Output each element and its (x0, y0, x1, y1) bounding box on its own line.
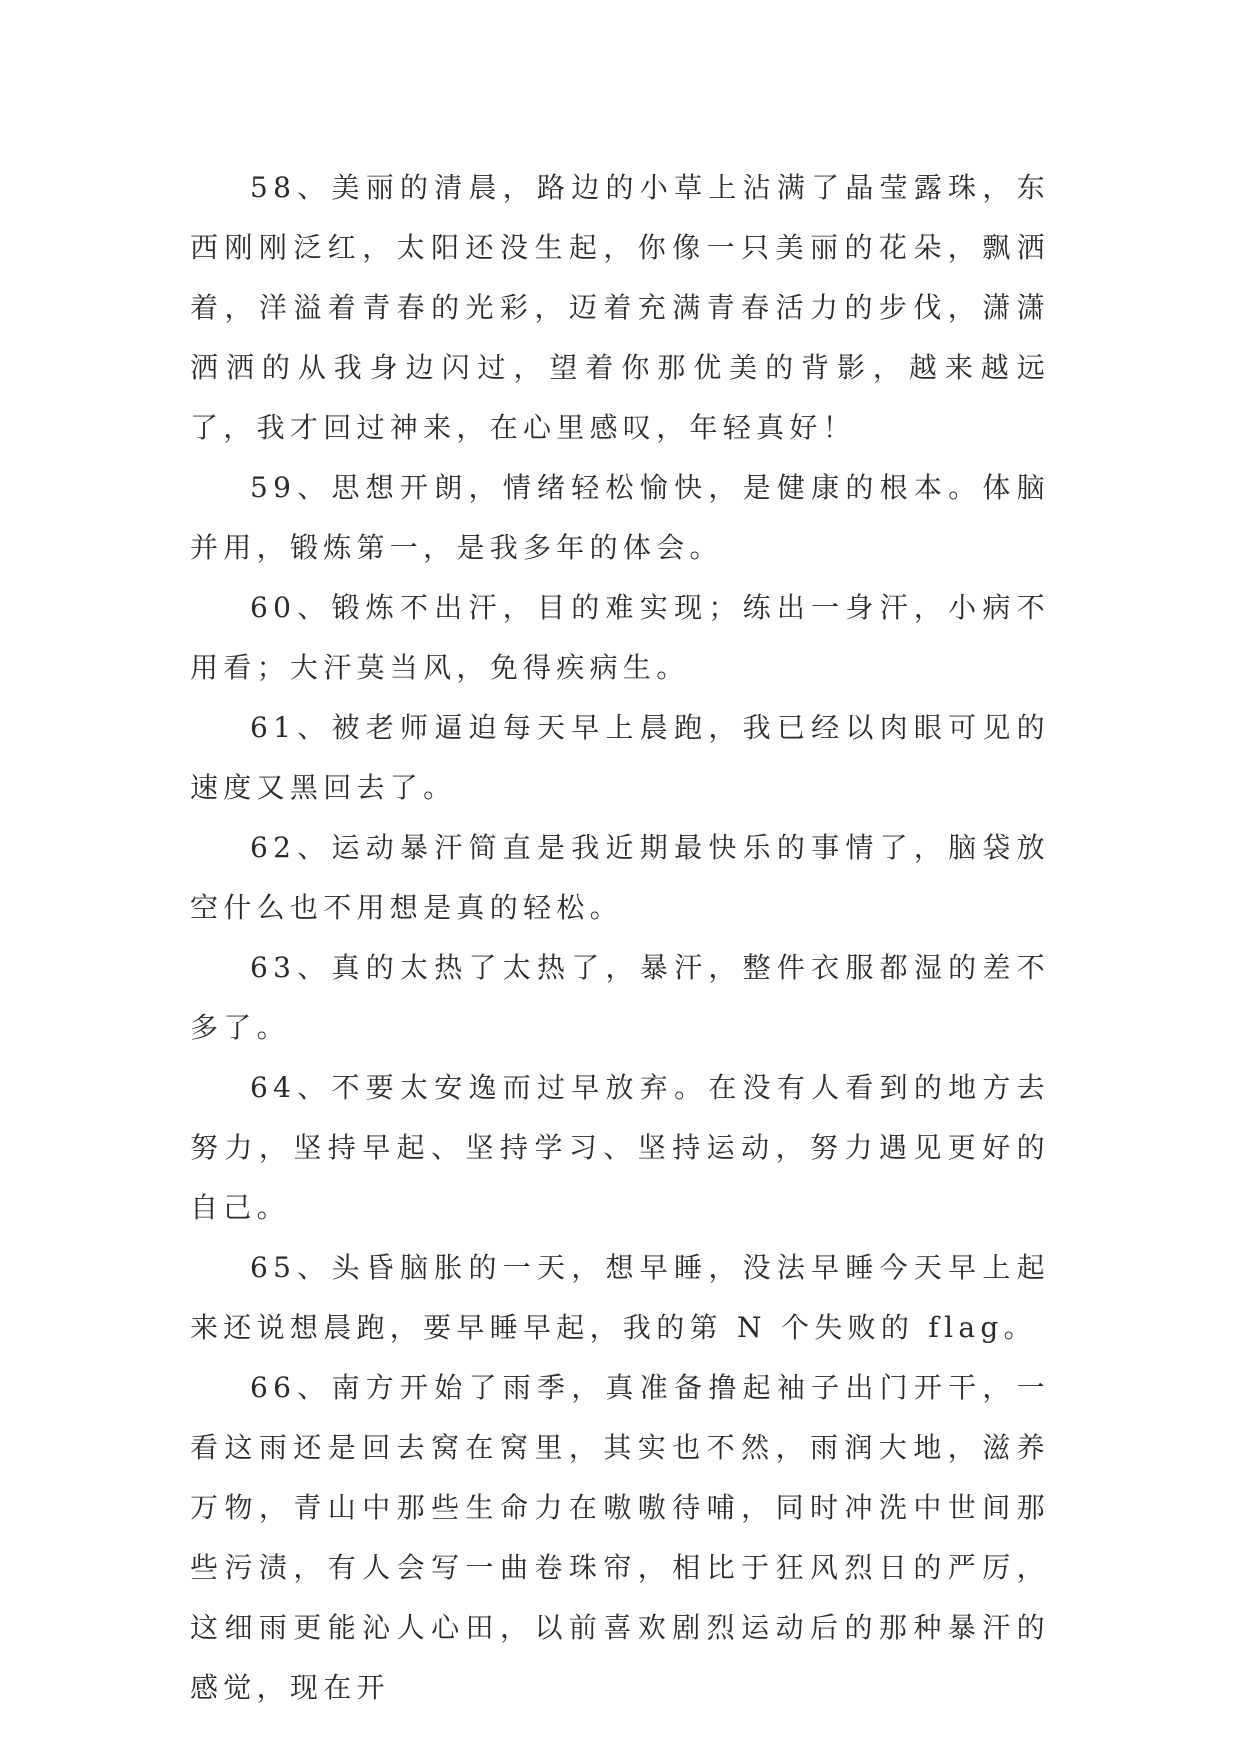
paragraph-59: 59、思想开朗，情绪轻松愉快，是健康的根本。体脑并用，锻炼第一，是我多年的体会。 (190, 471, 1050, 564)
paragraph-65: 65、头昏脑胀的一天，想早睡，没法早睡今天早上起来还说想晨跑，要早睡早起，我的第 N 个失败的 flag。 (190, 1251, 1050, 1344)
paragraph-61: 61、被老师逼迫每天早上晨跑，我已经以肉眼可见的速度又黑回去了。 (190, 711, 1050, 804)
paragraph-58: 58、美丽的清晨，路边的小草上沾满了晶莹露珠，东西刚刚泛红，太阳还没生起，你像一只美丽的花朵，飘洒着，洋溢着青春的光彩，迈着充满青春活力的步伐，潇潇洒洒的从我身边闪过，望着你那优美的背影，越来越远了，我才回过神来，在心里感叹，年轻真好！ (190, 171, 1050, 444)
paragraph-63: 63、真的太热了太热了，暴汗，整件衣服都湿的差不多了。 (190, 951, 1050, 1044)
paragraph-62: 62、运动暴汗简直是我近期最快乐的事情了，脑袋放空什么也不用想是真的轻松。 (190, 831, 1050, 924)
paragraph-60: 60、锻炼不出汗，目的难实现；练出一身汗，小病不用看；大汗莫当风，免得疾病生。 (190, 591, 1050, 684)
paragraph-66: 66、南方开始了雨季，真准备撸起袖子出门开干，一看这雨还是回去窝在窝里，其实也不然，雨润大地，滋养万物，青山中那些生命力在嗷嗷待哺，同时冲洗中世间那些污渍，有人会写一曲卷珠帘，相比于狂风烈日的严厉，这细雨更能沁人心田，以前喜欢剧烈运动后的那种暴汗的感觉，现在开 (190, 1371, 1050, 1704)
paragraph-64: 64、不要太安逸而过早放弃。在没有人看到的地方去努力，坚持早起、坚持学习、坚持运动，努力遇见更好的自己。 (190, 1071, 1050, 1224)
document-body (190, 158, 1050, 1718)
